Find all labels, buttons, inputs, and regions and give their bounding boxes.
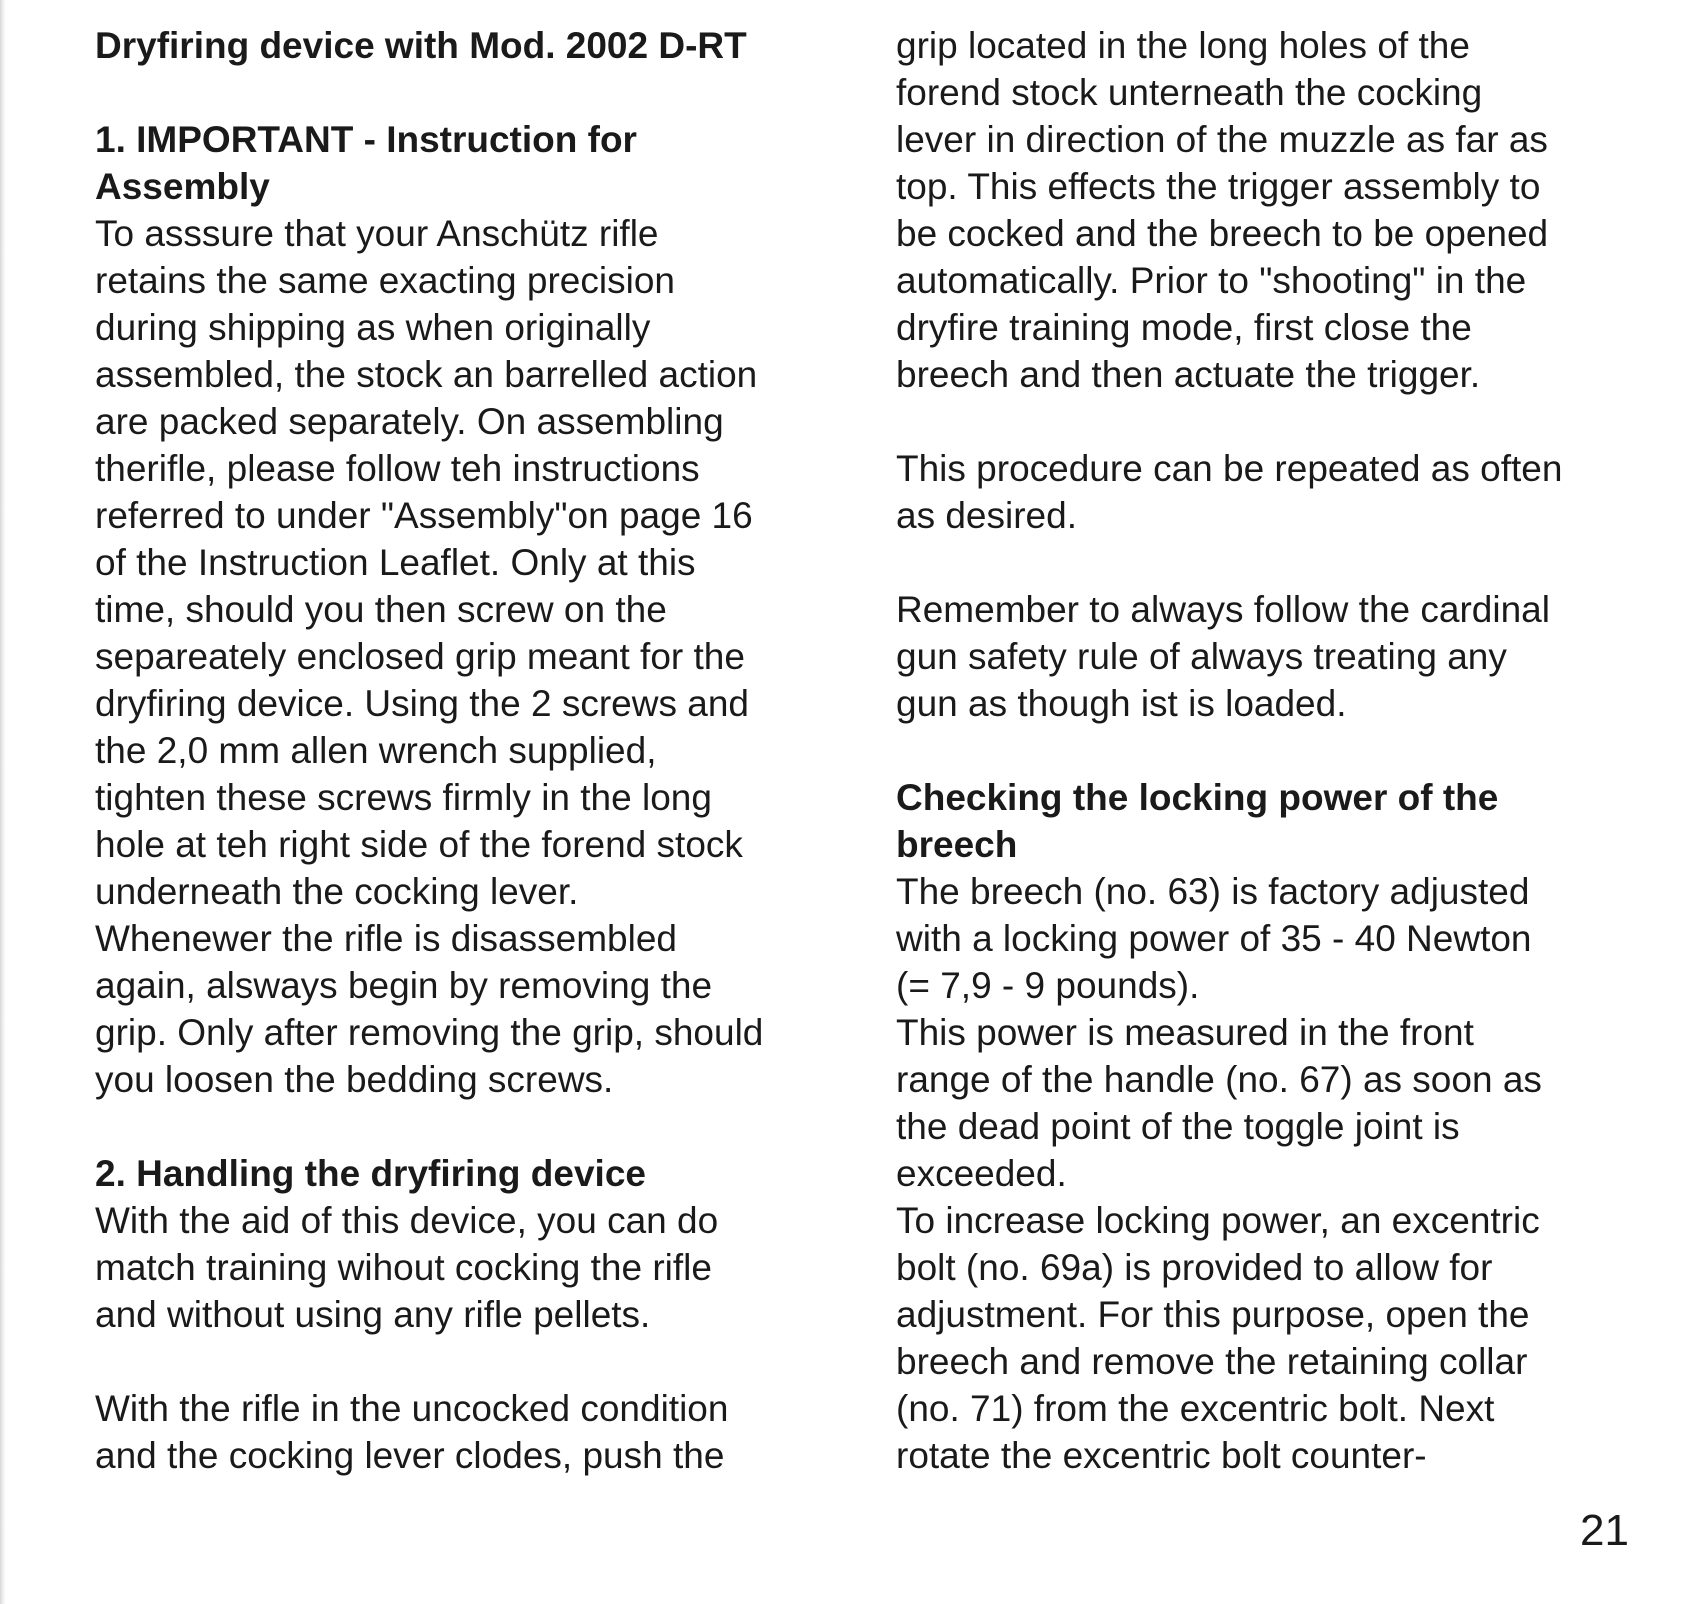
text-line: the dead point of the toggle joint is [896,1106,1460,1147]
section3-body [896,868,1656,1479]
text-line: breech and remove the retaining collar [896,1341,1528,1382]
text-line: (= 7,9 - 9 pounds). [896,965,1200,1006]
text-line: retains the same exacting precision [95,260,675,301]
section1-heading [95,116,855,210]
text-line: separeately enclosed grip meant for the [95,636,745,677]
section3-heading-line: breech [896,824,1018,865]
spacer [95,1103,855,1150]
text-line: bolt (no. 69a) is provided to allow for [896,1247,1493,1288]
right-para2 [896,445,1656,539]
text-line: and without using any rifle pellets. [95,1294,651,1335]
text-line: gun as though ist is loaded. [896,683,1347,724]
text-line: forend stock unterneath the cocking [896,72,1483,113]
text-line: time, should you then screw on the [95,589,667,630]
section1-heading-line: Assembly [95,166,270,207]
text-line: To asssure that your Anschütz rifle [95,213,659,254]
section1-heading-line: 1. IMPORTANT - Instruction for [95,119,637,160]
text-line: with a locking power of 35 - 40 Newton [896,918,1532,959]
text-line: again, alsways begin by removing the [95,965,713,1006]
page-edge [0,0,6,1604]
text-line: tighten these screws firmly in the long [95,777,712,818]
text-line: grip located in the long holes of the [896,25,1470,66]
text-line: dryfiring device. Using the 2 screws and [95,683,749,724]
text-line: of the Instruction Leaflet. Only at this [95,542,696,583]
section3-heading-line: Checking the locking power of the [896,777,1499,818]
spacer [896,539,1656,586]
text-line: match training wihout cocking the rifle [95,1247,712,1288]
text-line: adjustment. For this purpose, open the [896,1294,1530,1335]
left-column [95,22,855,1479]
text-line: and the cocking lever clodes, push the [95,1435,725,1476]
text-line: To increase locking power, an excentric [896,1200,1540,1241]
text-line: Remember to always follow the cardinal [896,589,1550,630]
section2-heading: 2. Handling the dryfiring device [95,1153,646,1194]
section2-body [95,1197,855,1338]
spacer [95,69,855,116]
text-line: grip. Only after removing the grip, should [95,1012,764,1053]
document-title: Dryfiring device with Mod. 2002 D-RT [95,25,747,66]
text-line: hole at teh right side of the forend stock [95,824,743,865]
text-line: The breech (no. 63) is factory adjusted [896,871,1530,912]
text-line: breech and then actuate the trigger. [896,354,1481,395]
text-line: be cocked and the breech to be opened [896,213,1549,254]
section3-heading [896,774,1656,868]
text-line: referred to under "Assembly"on page 16 [95,495,753,536]
text-line: you loosen the bedding screws. [95,1059,614,1100]
text-line: exceeded. [896,1153,1067,1194]
page-number: 21 [1580,1506,1629,1555]
right-para1 [896,22,1656,398]
text-line: lever in direction of the muzzle as far as [896,119,1548,160]
text-line: dryfire training mode, first close the [896,307,1472,348]
text-line: rotate the excentric bolt counter- [896,1435,1427,1476]
text-line: underneath the cocking lever. [95,871,579,912]
text-line: With the aid of this device, you can do [95,1200,719,1241]
text-line: (no. 71) from the excentric bolt. Next [896,1388,1495,1429]
spacer [896,398,1656,445]
text-line: the 2,0 mm allen wrench supplied, [95,730,657,771]
text-line: as desired. [896,495,1077,536]
text-line: during shipping as when originally [95,307,651,348]
section1-body [95,210,855,1103]
spacer [896,727,1656,774]
text-line: With the rifle in the uncocked condition [95,1388,729,1429]
text-line: assembled, the stock an barrelled action [95,354,758,395]
text-line: gun safety rule of always treating any [896,636,1507,677]
text-line: This procedure can be repeated as often [896,448,1563,489]
section2-body2 [95,1385,855,1479]
text-line: automatically. Prior to "shooting" in the [896,260,1527,301]
text-line: range of the handle (no. 67) as soon as [896,1059,1542,1100]
text-line: Whenewer the rifle is disassembled [95,918,677,959]
right-column [896,22,1656,1479]
spacer [95,1338,855,1385]
text-line: are packed separately. On assembling [95,401,724,442]
right-para3 [896,586,1656,727]
text-line: therifle, please follow teh instructions [95,448,700,489]
text-line: This power is measured in the front [896,1012,1474,1053]
text-line: top. This effects the trigger assembly to [896,166,1541,207]
